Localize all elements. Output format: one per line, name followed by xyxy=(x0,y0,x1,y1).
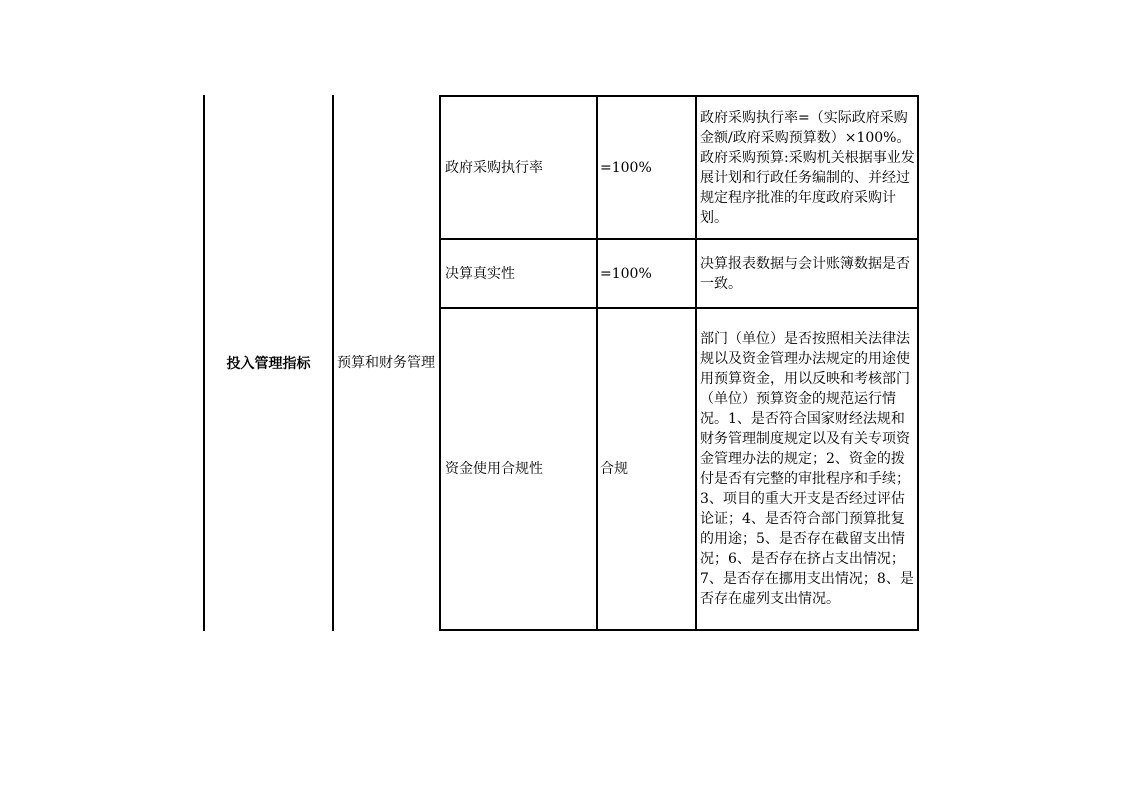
description-text: 部门（单位）是否按照相关法律法规以及资金管理办法规定的用途使用预算资金，用以反映和考核部门（单位）预算资金的规范运行情况。1、是否符合国家财经法规和财务管理制度规定以及有关专项资金管理办法的规定；2、资金的拨付是否有完整的审批程序和手续；3、项目的重大开支是否经过评估论证；4、是否符合部门预算批复的用途；5、是否存在截留支出情况；6、是否存在挤占支出情况；7、是否存在挪用支出情况；8、是否存在虚列支出情况。 xyxy=(700,331,914,607)
table-border-bottom xyxy=(439,629,919,631)
target-value: =100% xyxy=(600,265,652,282)
subcategory-cell xyxy=(334,95,438,630)
table-row-description xyxy=(697,97,917,238)
indicator-label: 决算真实性 xyxy=(445,265,515,282)
subcategory-label: 预算和财务管理 xyxy=(337,354,435,371)
description-text: 决算报表数据与会计账簿数据是否一致。 xyxy=(700,255,910,292)
indicator-label: 政府采购执行率 xyxy=(445,159,543,176)
table-row-target xyxy=(598,309,695,629)
category-cell xyxy=(205,95,332,630)
target-value: 合规 xyxy=(600,461,628,477)
table-row-description xyxy=(697,240,917,307)
table-row-target xyxy=(598,240,695,307)
table-row-indicator xyxy=(441,97,596,238)
description-text: 政府采购执行率=（实际政府采购金额/政府采购预算数）×100%。政府采购预算:采购机关根据事业发展计划和行政任务编制的、并经过规定程序批准的年度政府采购计划。 xyxy=(700,109,915,226)
table-row-target xyxy=(598,97,695,238)
target-value: =100% xyxy=(600,159,652,176)
table-row-description xyxy=(697,309,917,629)
category-label: 投入管理指标 xyxy=(226,355,311,372)
indicator-label: 资金使用合规性 xyxy=(445,461,543,477)
table-border-right xyxy=(917,95,919,631)
table-row-indicator xyxy=(441,309,596,629)
table-row-indicator xyxy=(441,240,596,307)
